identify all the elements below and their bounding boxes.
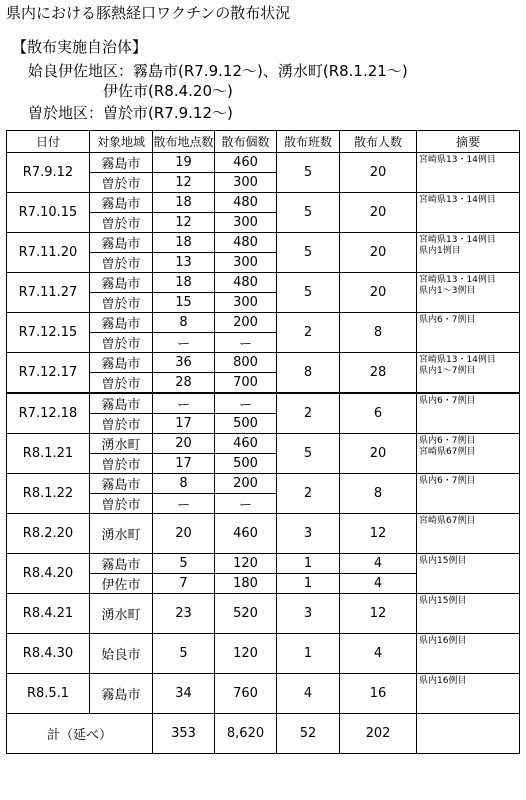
note-line: 県内1例目 <box>419 246 461 256</box>
cell-teams: 5 <box>277 434 340 474</box>
total-count: 8,620 <box>215 714 277 754</box>
cell-date: R8.1.21 <box>7 434 90 474</box>
total-row <box>7 714 520 754</box>
note-line: 県内1～7例目 <box>419 366 476 376</box>
cell-region: 曽於市 <box>90 494 153 514</box>
cell-notes <box>417 273 520 313</box>
note-line: 宮崎県13・14例目 <box>419 355 496 365</box>
cell-points: 12 <box>153 213 215 233</box>
cell-count: 500 <box>215 414 277 434</box>
cell-notes <box>417 313 520 353</box>
cell-teams: 1 <box>277 634 340 674</box>
cell-points: 13 <box>153 253 215 273</box>
cell-people: 8 <box>340 474 417 514</box>
table-header-row <box>7 131 520 153</box>
cell-people: 12 <box>340 594 417 634</box>
header-notes: 摘要 <box>417 131 520 153</box>
cell-notes <box>417 554 520 594</box>
table-row <box>7 233 520 253</box>
table-row <box>7 313 520 333</box>
cell-points: 18 <box>153 233 215 253</box>
cell-date: R8.4.20 <box>7 554 90 594</box>
cell-teams: 2 <box>277 313 340 353</box>
cell-points: 12 <box>153 173 215 193</box>
total-people: 202 <box>340 714 417 754</box>
cell-points: 17 <box>153 414 215 434</box>
cell-region: 曽於市 <box>90 213 153 233</box>
note-line: 県内16例目 <box>419 676 467 686</box>
cell-people: 6 <box>340 393 417 434</box>
cell-points: ー <box>153 494 215 514</box>
cell-points: 17 <box>153 454 215 474</box>
cell-date: R8.5.1 <box>7 674 90 714</box>
table-row <box>7 353 520 373</box>
cell-count: 300 <box>215 253 277 273</box>
cell-region: 曽於市 <box>90 414 153 434</box>
cell-points: 18 <box>153 193 215 213</box>
cell-people: 20 <box>340 434 417 474</box>
cell-count: 700 <box>215 373 277 394</box>
cell-region: 霧島市 <box>90 353 153 373</box>
cell-count: 520 <box>215 594 277 634</box>
cell-region: 姶良市 <box>90 634 153 674</box>
cell-count: ー <box>215 393 277 414</box>
note-line: 宮崎県13・14例目 <box>419 275 496 285</box>
cell-people: 28 <box>340 353 417 394</box>
cell-date: R7.11.20 <box>7 233 90 273</box>
note-line: 県内1～3例目 <box>419 286 476 296</box>
cell-date: R7.9.12 <box>7 153 90 193</box>
note-line: 県内15例目 <box>419 556 467 566</box>
total-points: 353 <box>153 714 215 754</box>
cell-people: 20 <box>340 273 417 313</box>
cell-people: 4 <box>340 554 417 574</box>
area-line-soo: 曽於地区：曽於市(R7.9.12～) <box>28 104 233 122</box>
cell-points: 34 <box>153 674 215 714</box>
header-count: 散布個数 <box>215 131 277 153</box>
cell-teams: 2 <box>277 393 340 434</box>
cell-count: 800 <box>215 353 277 373</box>
cell-region: 霧島市 <box>90 474 153 494</box>
cell-teams: 1 <box>277 574 340 594</box>
cell-region: 霧島市 <box>90 233 153 253</box>
cell-date: R7.11.27 <box>7 273 90 313</box>
cell-region: 湧水町 <box>90 514 153 554</box>
note-line: 県内16例目 <box>419 636 467 646</box>
cell-count: 200 <box>215 474 277 494</box>
cell-count: 300 <box>215 173 277 193</box>
cell-people: 4 <box>340 574 417 594</box>
cell-count: 120 <box>215 554 277 574</box>
cell-region: 霧島市 <box>90 674 153 714</box>
cell-region: 曽於市 <box>90 454 153 474</box>
cell-points: 7 <box>153 574 215 594</box>
cell-count: ー <box>215 333 277 353</box>
cell-count: 460 <box>215 434 277 454</box>
cell-points: 28 <box>153 373 215 394</box>
cell-count: 500 <box>215 454 277 474</box>
table-row <box>7 634 520 674</box>
cell-teams: 1 <box>277 554 340 574</box>
cell-points: 23 <box>153 594 215 634</box>
area-line-aira-isa: 姶良伊佐地区：霧島市(R7.9.12～)、湧水町(R8.1.21～) <box>28 62 408 80</box>
cell-count: 300 <box>215 213 277 233</box>
cell-notes <box>417 153 520 193</box>
cell-count: 480 <box>215 233 277 253</box>
cell-date: R7.12.17 <box>7 353 90 394</box>
total-notes <box>417 714 520 754</box>
note-line: 宮崎県67例目 <box>419 516 476 526</box>
section-header: 【散布実施自治体】 <box>12 38 148 56</box>
note-line: 県内6・7例目 <box>419 436 476 446</box>
total-teams: 52 <box>277 714 340 754</box>
cell-points: 5 <box>153 634 215 674</box>
cell-notes <box>417 634 520 674</box>
header-points: 散布地点数 <box>153 131 215 153</box>
cell-points: 8 <box>153 313 215 333</box>
cell-teams: 5 <box>277 233 340 273</box>
cell-people: 20 <box>340 153 417 193</box>
cell-people: 8 <box>340 313 417 353</box>
cell-count: 760 <box>215 674 277 714</box>
distribution-table <box>6 130 520 754</box>
header-teams: 散布班数 <box>277 131 340 153</box>
total-label: 計（延べ） <box>7 714 153 754</box>
cell-count: 180 <box>215 574 277 594</box>
cell-region: 曽於市 <box>90 373 153 394</box>
cell-region: 曽於市 <box>90 253 153 273</box>
cell-points: 18 <box>153 273 215 293</box>
cell-notes <box>417 233 520 273</box>
table-row <box>7 514 520 554</box>
cell-region: 曽於市 <box>90 173 153 193</box>
cell-region: 霧島市 <box>90 153 153 173</box>
cell-date: R8.4.21 <box>7 594 90 634</box>
cell-teams: 8 <box>277 353 340 394</box>
note-line: 宮崎県67例目 <box>419 447 476 457</box>
cell-count: 120 <box>215 634 277 674</box>
header-date: 日付 <box>7 131 90 153</box>
table-row <box>7 554 520 574</box>
note-line: 県内6・7例目 <box>419 396 476 406</box>
cell-people: 20 <box>340 193 417 233</box>
cell-notes <box>417 193 520 233</box>
cell-date: R7.12.15 <box>7 313 90 353</box>
cell-date: R7.10.15 <box>7 193 90 233</box>
cell-teams: 4 <box>277 674 340 714</box>
cell-region: 霧島市 <box>90 393 153 414</box>
cell-people: 4 <box>340 634 417 674</box>
area-line-isa: 伊佐市(R8.4.20～) <box>103 82 233 100</box>
cell-region: 湧水町 <box>90 434 153 454</box>
cell-people: 16 <box>340 674 417 714</box>
cell-teams: 2 <box>277 474 340 514</box>
cell-notes <box>417 514 520 554</box>
cell-region: 曽於市 <box>90 333 153 353</box>
cell-count: 480 <box>215 193 277 213</box>
cell-notes <box>417 434 520 474</box>
note-line: 宮崎県13・14例目 <box>419 195 496 205</box>
note-line: 宮崎県13・14例目 <box>419 235 496 245</box>
table-row <box>7 273 520 293</box>
cell-teams: 5 <box>277 193 340 233</box>
cell-points: 20 <box>153 514 215 554</box>
header-region: 対象地域 <box>90 131 153 153</box>
cell-count: 460 <box>215 514 277 554</box>
page-title: 県内における豚熱経口ワクチンの散布状況 <box>6 4 291 22</box>
cell-teams: 5 <box>277 153 340 193</box>
cell-count: 480 <box>215 273 277 293</box>
cell-region: 霧島市 <box>90 313 153 333</box>
cell-points: 8 <box>153 474 215 494</box>
header-people: 散布人数 <box>340 131 417 153</box>
table-row <box>7 594 520 634</box>
cell-date: R8.4.30 <box>7 634 90 674</box>
cell-notes <box>417 353 520 394</box>
cell-region: 霧島市 <box>90 273 153 293</box>
cell-notes <box>417 594 520 634</box>
cell-region: 霧島市 <box>90 193 153 213</box>
cell-region: 霧島市 <box>90 554 153 574</box>
cell-points: 5 <box>153 554 215 574</box>
cell-people: 20 <box>340 233 417 273</box>
cell-teams: 3 <box>277 514 340 554</box>
cell-date: R8.1.22 <box>7 474 90 514</box>
cell-count: 200 <box>215 313 277 333</box>
cell-teams: 3 <box>277 594 340 634</box>
cell-points: ー <box>153 393 215 414</box>
cell-points: 15 <box>153 293 215 313</box>
cell-notes <box>417 393 520 434</box>
cell-notes <box>417 474 520 514</box>
cell-points: 19 <box>153 153 215 173</box>
cell-points: 20 <box>153 434 215 454</box>
cell-date: R7.12.18 <box>7 393 90 434</box>
cell-teams: 5 <box>277 273 340 313</box>
cell-people: 12 <box>340 514 417 554</box>
cell-date: R8.2.20 <box>7 514 90 554</box>
cell-notes <box>417 674 520 714</box>
cell-points: 36 <box>153 353 215 373</box>
note-line: 県内6・7例目 <box>419 315 476 325</box>
table-row <box>7 474 520 494</box>
table-row <box>7 193 520 213</box>
cell-count: 300 <box>215 293 277 313</box>
table-row <box>7 434 520 454</box>
note-line: 宮崎県13・14例目 <box>419 155 496 165</box>
cell-points: ー <box>153 333 215 353</box>
cell-region: 曽於市 <box>90 293 153 313</box>
cell-region: 湧水町 <box>90 594 153 634</box>
table-row <box>7 674 520 714</box>
cell-region: 伊佐市 <box>90 574 153 594</box>
note-line: 県内15例目 <box>419 596 467 606</box>
table-row <box>7 153 520 173</box>
cell-count: ー <box>215 494 277 514</box>
note-line: 県内6・7例目 <box>419 476 476 486</box>
table-row <box>7 393 520 414</box>
cell-count: 460 <box>215 153 277 173</box>
